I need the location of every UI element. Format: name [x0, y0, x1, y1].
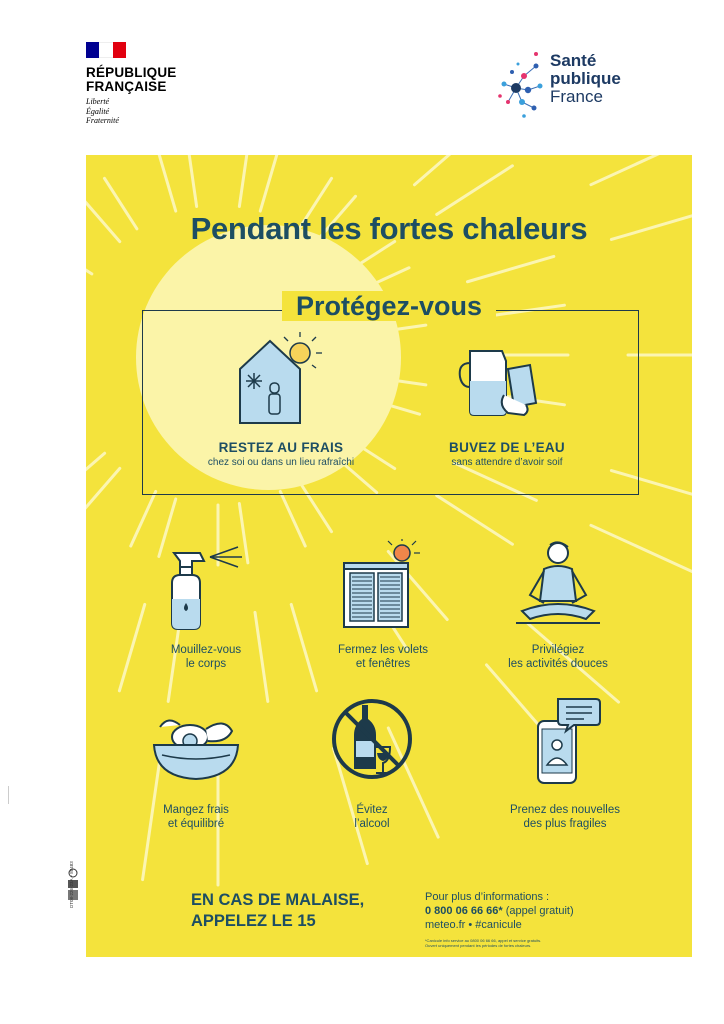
- poster-subtitle: Protégez-vous: [86, 291, 692, 322]
- stay-cool-title: RESTEZ AU FRAIS: [218, 440, 344, 455]
- fine-line2: Ouvert uniquement pendant les périodes de fortes chaleurs.: [425, 943, 532, 948]
- emergency-notice: [191, 890, 364, 932]
- tip-check-fragile: [482, 803, 648, 831]
- sun-ray: [437, 166, 513, 215]
- info-phone-note: (appel gratuit): [502, 905, 574, 917]
- rf-motto-3: Fraternité: [86, 116, 119, 125]
- no-alcohol-icon: [330, 697, 414, 781]
- print-code-text: DT08-226-23A – 88483: [69, 861, 74, 908]
- tip-spray-line1: Mouillez-vous: [170, 644, 242, 656]
- primary-drink-water: [402, 440, 612, 468]
- sun-ray: [159, 155, 176, 211]
- info-label: Pour plus d’informations :: [425, 891, 550, 903]
- meditation-icon: [514, 539, 602, 631]
- sun-ray: [188, 155, 197, 207]
- heatwave-poster: [86, 155, 692, 957]
- tip-eat-fresh: [126, 803, 266, 831]
- sun-ray: [131, 491, 156, 546]
- spf-line2: publique: [550, 69, 621, 88]
- sun-ray: [86, 468, 120, 513]
- tip-shutters-line1: Fermez les volets: [337, 644, 429, 656]
- tip-gentle: [478, 643, 638, 671]
- sante-publique-france-logo: [494, 46, 654, 126]
- info-block: [425, 890, 574, 932]
- sun-ray: [239, 155, 248, 207]
- republique-francaise-logo: [86, 42, 196, 126]
- scan-mark: [8, 786, 11, 804]
- sun-ray: [591, 525, 692, 575]
- rf-line2: FRANÇAISE: [86, 79, 167, 94]
- emergency-line1: EN CAS DE MALAISE,: [191, 891, 365, 909]
- stay-cool-desc: chez soi ou dans un lieu rafraîchi: [207, 457, 355, 468]
- tip-gentle-line1: Privilégiez: [531, 644, 585, 656]
- tip-spray: [136, 643, 276, 671]
- tip-eat-line2: et équilibré: [167, 818, 225, 830]
- tip-fragile-line2: des plus fragiles: [523, 818, 607, 830]
- french-flag-icon: [86, 42, 126, 58]
- tip-gentle-line2: les activités douces: [508, 658, 608, 670]
- tip-spray-line2: le corps: [185, 658, 227, 670]
- spray-bottle-icon: [166, 543, 248, 631]
- spf-molecule-icon: [494, 46, 550, 126]
- tip-fragile-line1: Prenez des nouvelles: [510, 804, 620, 816]
- primary-stay-cool: [176, 440, 386, 468]
- tip-no-alcohol: [312, 803, 432, 831]
- drink-water-desc: sans attendre d’avoir soif: [451, 457, 563, 468]
- rf-motto-1: Liberté: [86, 97, 110, 106]
- drink-water-title: BUVEZ DE L’EAU: [449, 440, 565, 455]
- sun-ray: [260, 155, 277, 211]
- print-code: [66, 861, 80, 958]
- shutters-icon: [340, 539, 422, 631]
- emergency-line2: APPELEZ LE 15: [191, 912, 316, 930]
- poster-title: Pendant les fortes chaleurs: [190, 211, 588, 246]
- house-cool-icon: [234, 331, 324, 429]
- tip-alcohol-line1: Évitez: [356, 804, 388, 816]
- tip-shutters-line2: et fenêtres: [355, 658, 411, 670]
- fine-print: [425, 938, 575, 948]
- spf-line3: France: [550, 87, 603, 106]
- rf-line1: RÉPUBLIQUE: [86, 65, 177, 80]
- fine-line1: *Canicule info service au 0800 06 66 66, appel et service gratuits.: [425, 938, 542, 943]
- sun-ray: [437, 496, 513, 545]
- phone-message-icon: [532, 697, 602, 785]
- rf-motto-2: Égalité: [86, 106, 110, 116]
- sun-ray: [467, 256, 553, 281]
- salad-bowl-icon: [150, 711, 242, 787]
- tip-eat-line1: Mangez frais: [163, 804, 229, 816]
- info-web[interactable]: meteo.fr • #canicule: [425, 919, 522, 931]
- tip-alcohol-line2: l’alcool: [354, 818, 390, 830]
- sun-ray: [591, 155, 692, 185]
- sun-ray: [414, 155, 482, 185]
- info-phone[interactable]: 0 800 06 66 66*: [425, 905, 503, 917]
- sun-ray: [280, 491, 305, 546]
- spf-line1: Santé: [550, 51, 597, 70]
- sun-ray: [86, 453, 105, 492]
- tip-shutters: [308, 643, 458, 671]
- water-jug-icon: [456, 341, 551, 421]
